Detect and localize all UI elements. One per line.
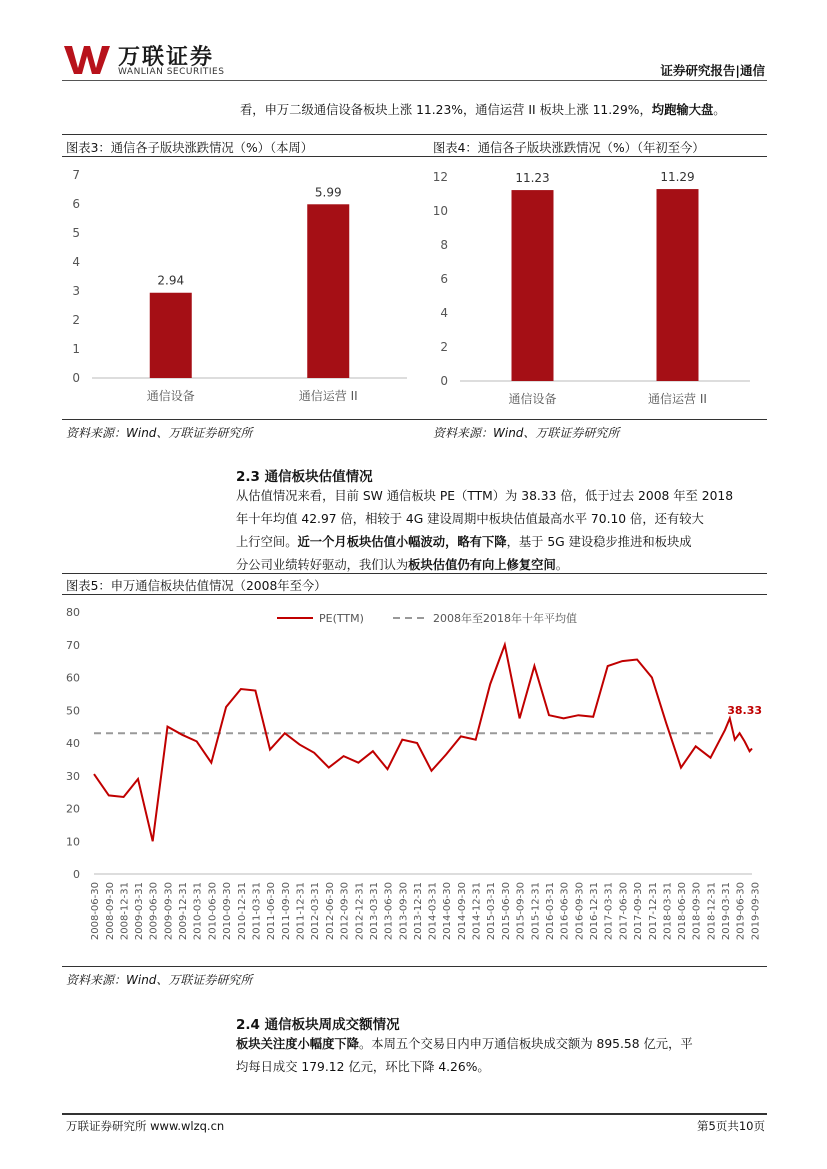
section-2-3-heading: 2.3 通信板块估值情况 [236,469,373,485]
fig4-ytick-label: 12 [432,170,448,184]
fig3-ytick-label: 2 [72,313,80,327]
fig3-category-label: 通信运营 II [298,389,358,403]
fig5-xtick-label: 2014-09-30 [456,882,468,941]
fig5-xtick-label: 2017-06-30 [618,882,630,941]
fig5-top-rule [62,573,767,574]
s23-line4-tail: 。 [555,558,569,572]
fig5-xtick-label: 2009-03-31 [134,882,146,941]
fig5-xtick-label: 2011-06-30 [265,882,277,941]
fig5-xtick-label: 2014-03-31 [427,882,439,941]
fig3-ytick-label: 3 [72,284,80,298]
report-type-label: 证券研究报告|通信 [660,63,765,78]
fig5-xtick-label: 2011-09-30 [280,882,292,941]
fig5-xtick-label: 2019-09-30 [750,882,762,941]
fig5-xtick-label: 2010-03-31 [192,882,204,941]
fig5-xtick-label: 2008-06-30 [90,882,101,941]
fig3-ytick-label: 5 [72,226,80,240]
footer-page-number: 第5页共10页 [697,1119,765,1133]
fig3-bar-value-label: 2.94 [157,273,185,288]
fig4-category-label: 通信设备 [508,392,557,406]
fig5-xtick-label: 2014-12-31 [471,882,483,941]
s24-line1 [236,1033,768,1056]
fig5-xtick-label: 2012-06-30 [324,882,336,941]
fig5-xtick-label: 2010-09-30 [222,882,234,941]
fig34-bottom-rule [62,419,767,420]
fig4-bar [657,189,699,381]
fig5-xtick-label: 2013-03-31 [368,882,380,941]
fig5-pe-line [94,645,752,842]
fig3-ytick-label: 0 [72,371,80,385]
fig5-xtick-label: 2015-12-31 [530,882,542,941]
s23-line3-bold: 近一个月板块估值小幅波动，略有下降 [297,535,507,549]
fig3-bar [307,204,349,378]
fig3-chart [62,160,422,418]
fig5-xtick-label: 2011-03-31 [251,882,263,941]
s23-line3 [236,531,768,554]
fig3-ytick-label: 4 [72,255,80,269]
fig5-xtick-label: 2014-06-30 [442,882,454,941]
fig5-title-rule [62,594,767,595]
fig5-ytick-label: 40 [66,737,80,750]
fig5-ytick-label: 10 [66,835,80,849]
fig5-ytick-label: 80 [66,606,80,619]
fig4-ytick-label: 0 [440,374,448,388]
fig5-xtick-label: 2008-09-30 [104,882,116,941]
fig5-xtick-label: 2017-03-31 [603,882,615,941]
fig5-xtick-label: 2015-06-30 [500,882,512,941]
fig5-xtick-label: 2015-09-30 [515,882,527,941]
fig5-xtick-label: 2009-09-30 [163,882,175,941]
fig4-ytick-label: 6 [440,272,448,286]
fig5-xtick-label: 2017-12-31 [647,882,659,941]
s23-line1: 从估值情况来看，目前 SW 通信板块 PE（TTM）为 38.33 倍，低于过去 2008 年至 2018 [236,489,734,503]
fig5-xtick-label: 2018-09-30 [691,882,703,941]
fig4-bar [512,190,554,381]
fig5-ytick-label: 30 [66,769,80,783]
s24-line2: 均每日成交 179.12 亿元，环比下降 4.26%。 [236,1060,490,1074]
intro-end: 。 [713,103,726,117]
fig3-title: 图表3：通信各子版块涨跌情况（%）（本周） [66,141,313,155]
fig5-legend-avg-label: 2008年至2018年十年平均值 [433,612,577,625]
fig5-bottom-rule [62,966,767,967]
fig5-xtick-label: 2016-03-31 [545,882,557,941]
section-2-4-heading: 2.4 通信板块周成交额情况 [236,1017,400,1033]
s23-line3-tail: ，基于 5G 建设稳步推进和板块成 [506,535,692,549]
fig5-ytick-label: 70 [66,638,80,652]
fig4-ytick-label: 10 [432,204,448,218]
fig4-ytick-label: 8 [440,238,448,252]
fig5-xtick-label: 2012-12-31 [354,882,366,941]
fig5-xtick-label: 2015-03-31 [486,882,498,941]
fig5-title: 图表5：申万通信板块估值情况（2008年至今） [66,579,327,593]
s24-line1-bold: 板块关注度小幅度下降 [236,1037,359,1051]
fig5-xtick-label: 2019-03-31 [720,882,732,941]
fig5-xtick-label: 2018-12-31 [706,882,718,941]
fig4-bar-value-label: 11.23 [515,171,550,186]
fig3-ytick-label: 1 [72,342,80,356]
fig5-xtick-label: 2013-06-30 [383,882,395,941]
fig5-xtick-label: 2016-06-30 [559,882,571,941]
fig5-xtick-label: 2013-12-31 [413,882,425,941]
footer-left: 万联证券研究所 www.wlzq.cn [66,1119,225,1133]
logo-chinese-name: 万联证券 [118,45,215,70]
fig5-xtick-label: 2018-03-31 [662,882,674,941]
fig34-top-rule [62,134,767,135]
footer-rule [62,1113,767,1115]
fig5-xtick-label: 2012-03-31 [310,882,322,941]
fig3-bar [150,293,192,378]
fig3-source: 资料来源：Wind、万联证券研究所 [66,426,253,440]
intro-paragraph [240,99,726,122]
fig5-ytick-label: 60 [66,671,80,685]
fig5-xtick-label: 2008-12-31 [119,882,131,941]
fig5-xtick-label: 2013-09-30 [398,882,410,941]
fig5-xtick-label: 2010-12-31 [236,882,248,941]
fig4-ytick-label: 4 [440,306,448,320]
fig3-category-label: 通信设备 [146,389,195,403]
section-2-4-paragraph [236,1033,768,1079]
fig5-xtick-label: 2016-12-31 [589,882,601,941]
s24-line1-text: 。本周五个交易日内申万通信板块成交额为 895.58 亿元，平 [358,1037,693,1051]
fig5-chart [62,598,767,962]
fig3-bar-value-label: 5.99 [314,185,342,200]
fig5-xtick-label: 2011-12-31 [295,882,307,941]
fig5-legend-pe-label: PE(TTM) [319,612,364,625]
fig5-xtick-label: 2017-09-30 [633,882,645,941]
section-2-3-paragraph [236,485,768,577]
s23-line2: 年十年均值 42.97 倍，相较于 4G 建设周期中板块估值最高水平 70.10 倍，还有较大 [236,512,704,526]
intro-emphasis: 均跑输大盘 [651,103,714,117]
fig4-source: 资料来源：Wind、万联证券研究所 [433,426,620,440]
fig3-ytick-label: 6 [72,197,80,211]
s23-line3-a: 上行空间。 [236,535,298,549]
fig5-ytick-label: 0 [73,868,80,881]
s23-line4-bold: 板块估值仍有向上修复空间 [408,558,556,572]
fig5-xtick-label: 2009-06-30 [148,882,160,941]
fig4-title: 图表4：通信各子版块涨跌情况（%）（年初至今） [433,141,705,155]
fig5-xtick-label: 2016-09-30 [574,882,586,941]
fig4-bar-value-label: 11.29 [660,170,695,185]
fig5-xtick-label: 2010-06-30 [207,882,219,941]
fig4-category-label: 通信运营 II [648,392,707,406]
fig5-source: 资料来源：Wind、万联证券研究所 [66,973,253,987]
fig5-xtick-label: 2019-06-30 [735,882,747,941]
logo-english-name: WANLIAN SECURITIES [118,67,225,77]
intro-text: 看，申万二级通信设备板块上涨 11.23%，通信运营 II 板块上涨 11.29%， [240,103,652,117]
fig5-ytick-label: 20 [66,802,80,816]
fig4-chart [430,160,767,418]
fig5-xtick-label: 2012-09-30 [339,882,351,941]
fig34-title-rule [62,156,767,157]
wanlian-logo-mark [64,44,110,76]
fig5-ytick-label: 50 [66,704,80,718]
fig5-xtick-label: 2009-12-31 [178,882,190,941]
header-rule [62,80,767,81]
fig4-ytick-label: 2 [440,340,448,354]
fig5-end-value-label: 38.33 [727,704,762,718]
fig5-xtick-label: 2018-06-30 [676,882,688,941]
s23-line4-a: 分公司业绩转好驱动，我们认为 [236,558,409,572]
fig3-ytick-label: 7 [72,168,80,182]
